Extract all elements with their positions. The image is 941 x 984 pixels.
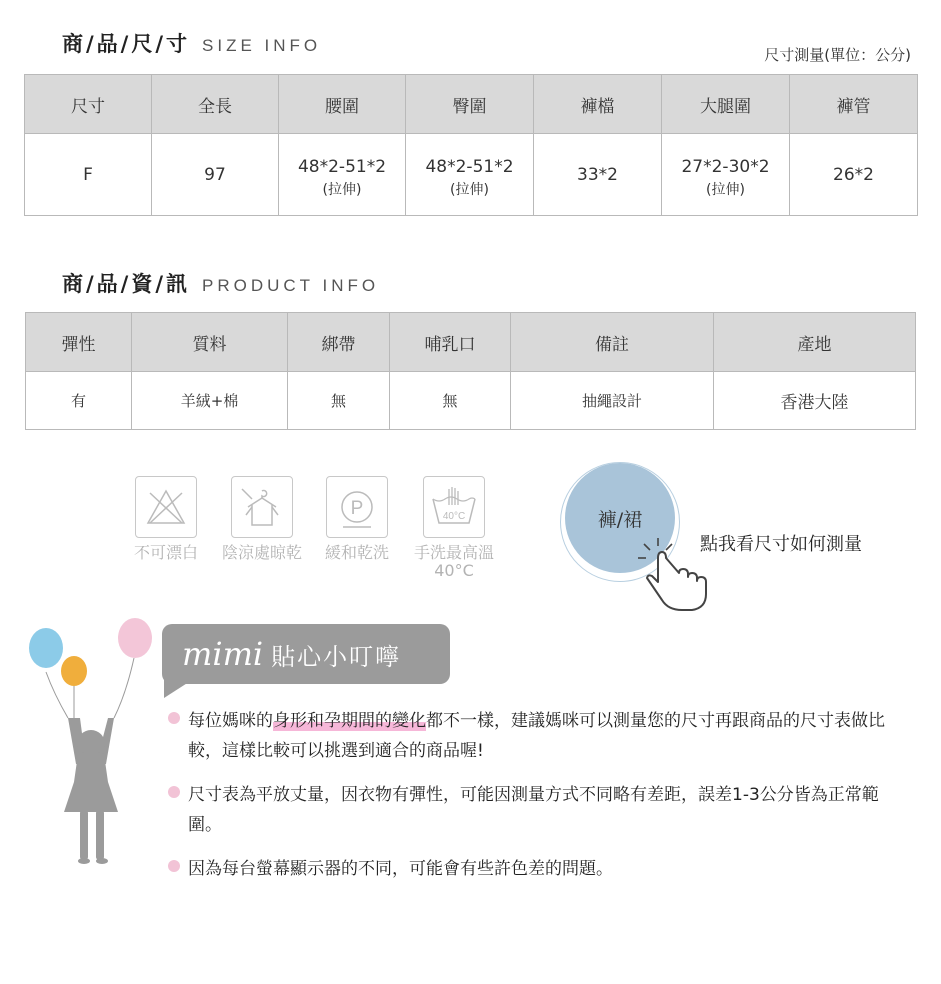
- tips-title: 貼心小叮嚀: [271, 642, 402, 671]
- tip-text-part: 每位媽咪的: [188, 711, 273, 731]
- product-info-title-zh: 商/品/資/訊: [62, 272, 191, 296]
- tip-text: 因為每台螢幕顯示器的不同，可能會有些許色差的問題。: [188, 859, 613, 879]
- cell-value: 33*2: [577, 164, 618, 185]
- size-header-cell: 褲管: [790, 75, 918, 134]
- size-header-cell: 臀圍: [406, 75, 534, 134]
- list-item: [168, 854, 908, 884]
- cell-note: (拉伸): [450, 181, 489, 198]
- size-cell: [279, 134, 406, 216]
- cell-value: 97: [204, 164, 226, 185]
- table-row: [25, 134, 918, 216]
- product-cell: 無: [390, 372, 511, 430]
- product-header-cell: 產地: [714, 313, 916, 372]
- product-cell: 抽繩設計: [511, 372, 714, 430]
- care-item: [216, 476, 308, 562]
- product-header-cell: 備註: [511, 313, 714, 372]
- care-label-line: 手洗最高溫: [413, 543, 494, 562]
- size-table: [24, 74, 918, 216]
- size-header-cell: 尺寸: [25, 75, 152, 134]
- size-cell: [406, 134, 534, 216]
- pink-balloon-icon: [118, 618, 152, 658]
- product-cell: 羊絨+棉: [132, 372, 288, 430]
- size-cell: [662, 134, 790, 216]
- product-cell: 無: [288, 372, 390, 430]
- girl-balloons-illustration: [24, 614, 164, 870]
- bullet-dot-icon: [168, 786, 180, 798]
- care-item: [320, 476, 394, 562]
- table-row: [26, 372, 916, 430]
- size-info-title-zh: 商/品/尺/寸: [62, 32, 191, 56]
- tip-highlight: 身形和孕期間的變化: [273, 711, 426, 731]
- care-item: [130, 476, 202, 562]
- shade-dry-icon: [231, 476, 293, 538]
- size-cell: [25, 134, 152, 216]
- care-label: 不可漂白: [133, 543, 198, 562]
- measure-guide-label: 褲/裙: [565, 463, 675, 573]
- size-header-cell: 大腿圍: [662, 75, 790, 134]
- bubble-tail: [164, 680, 192, 698]
- cell-value: 26*2: [833, 164, 874, 185]
- size-cell: [790, 134, 918, 216]
- size-info-heading: [62, 28, 321, 58]
- cell-note: (拉伸): [706, 181, 745, 198]
- tip-text-part: 都不一樣，建議媽咪可以測量您的尺寸再跟商品的尺寸表做比較，這樣比較可以挑選到適合的商品喔!: [188, 711, 885, 761]
- tip-text: [188, 706, 908, 766]
- product-cell: 有: [26, 372, 132, 430]
- size-table-header-row: [25, 75, 918, 134]
- product-header-cell: 綁帶: [288, 313, 390, 372]
- care-label-line: 40°C: [434, 561, 474, 580]
- product-header-cell: 哺乳口: [390, 313, 511, 372]
- orange-balloon-icon: [61, 656, 87, 686]
- cell-value: 48*2-51*2: [425, 156, 514, 177]
- tip-text: 尺寸表為平放丈量，因衣物有彈性，可能因測量方式不同略有差距，誤差1-3公分皆為正常範圍。: [188, 785, 879, 835]
- product-info-title-en: PRODUCT INFO: [202, 276, 380, 295]
- size-header-cell: 全長: [152, 75, 279, 134]
- brand-logo: mimi: [182, 635, 264, 673]
- unit-note: 尺寸測量(單位：公分): [764, 46, 911, 64]
- tips-list: [168, 706, 908, 898]
- mild-dry-clean-icon: [326, 476, 388, 538]
- cell-value: F: [83, 164, 93, 185]
- product-info-heading: [62, 268, 379, 298]
- cell-value: 27*2-30*2: [681, 156, 770, 177]
- product-table: [25, 312, 916, 430]
- blue-balloon-icon: [29, 628, 63, 668]
- product-header-cell: 彈性: [26, 313, 132, 372]
- no-bleach-icon: [135, 476, 197, 538]
- cell-value: 48*2-51*2: [297, 156, 387, 177]
- size-header-cell: 褲檔: [534, 75, 662, 134]
- bullet-dot-icon: [168, 860, 180, 872]
- product-table-header-row: [26, 313, 916, 372]
- cell-note: (拉伸): [322, 181, 362, 198]
- size-cell: [534, 134, 662, 216]
- product-cell: 香港大陸: [714, 372, 916, 430]
- girl-silhouette-icon: [64, 718, 118, 864]
- list-item: [168, 780, 908, 840]
- tips-heading-bubble: [162, 624, 450, 684]
- care-label: 緩和乾洗: [324, 543, 389, 562]
- list-item: [168, 706, 908, 766]
- size-cell: [152, 134, 279, 216]
- product-header-cell: 質料: [132, 313, 288, 372]
- svg-text:P: P: [350, 498, 364, 519]
- hand-wash-icon: [423, 476, 485, 538]
- measure-guide-link[interactable]: 點我看尺寸如何測量: [700, 534, 862, 555]
- care-item: [408, 476, 500, 580]
- care-label: 陰涼處晾乾: [221, 543, 302, 562]
- size-header-cell: 腰圍: [279, 75, 406, 134]
- hand-wash-temp: 40°C: [442, 511, 466, 522]
- bullet-dot-icon: [168, 712, 180, 724]
- size-info-title-en: SIZE INFO: [202, 36, 322, 55]
- care-label: [414, 544, 494, 580]
